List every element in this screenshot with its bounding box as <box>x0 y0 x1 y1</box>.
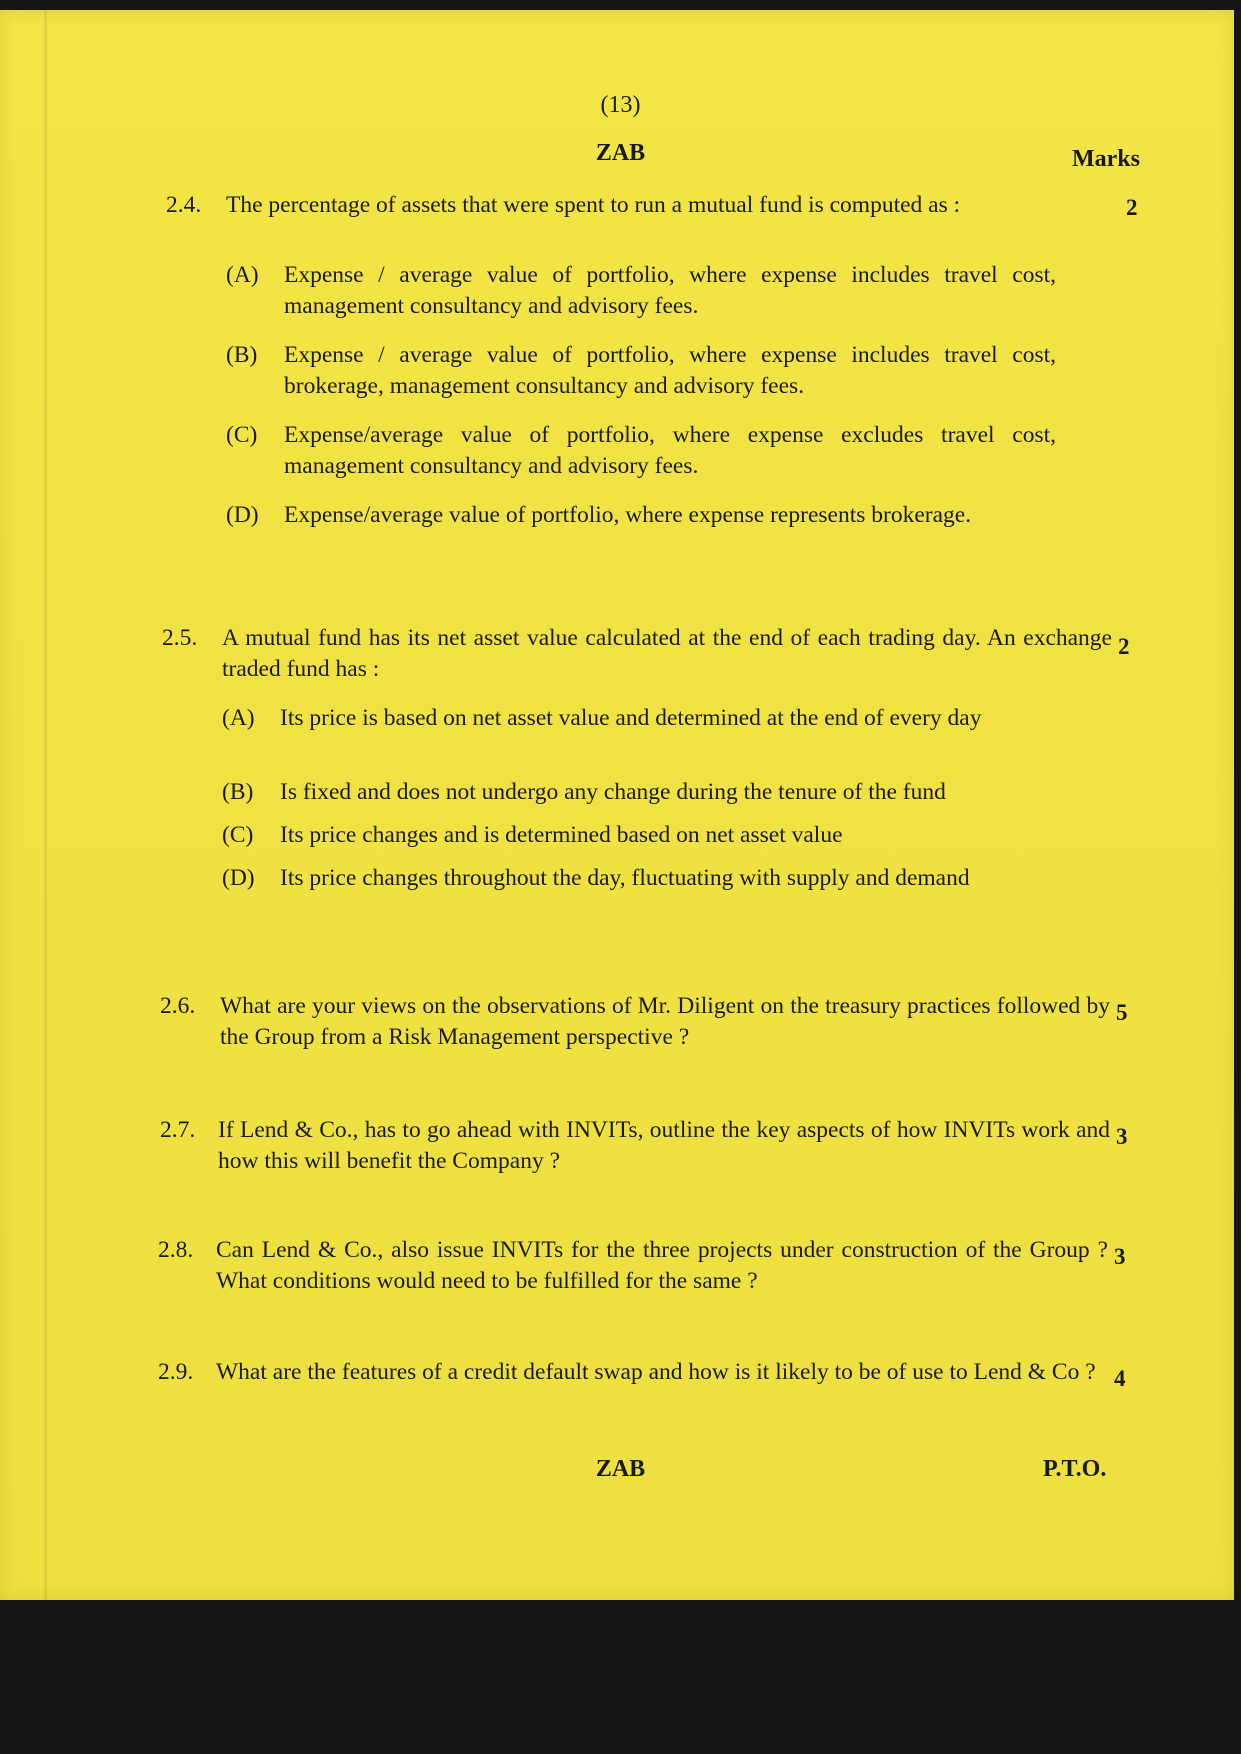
option-2-5-a <box>222 703 1052 767</box>
question-marks: 3 <box>1116 1124 1128 1149</box>
option-label: (B) <box>226 342 258 368</box>
question-marks: 3 <box>1114 1244 1126 1269</box>
page-number: (13) <box>600 92 641 118</box>
option-label: (D) <box>226 502 259 528</box>
please-turn-over: P.T.O. <box>1043 1456 1107 1482</box>
question-text: What are your views on the observations of Mr. Diligent on the treasury practices followed by the Group from a Risk Management perspective ? <box>220 993 1110 1050</box>
question-text: Can Lend & Co., also issue INVITs for the three projects under construction of the Group ? What conditions would need to be fulfilled for the same ? <box>216 1237 1108 1294</box>
question-number: 2.5. <box>162 625 198 651</box>
option-text: Its price changes throughout the day, fluctuating with supply and demand <box>280 865 970 891</box>
option-text: Expense/average value of portfolio, where expense excludes travel cost, management consultancy and advisory fees. <box>284 422 1056 479</box>
option-2-4-c <box>226 420 1056 484</box>
paper-code-header: ZAB <box>595 140 646 166</box>
question-number: 2.4. <box>166 192 202 218</box>
option-text: Expense / average value of portfolio, where expense includes travel cost, brokerage, management consultancy and advisory fees. <box>284 342 1056 399</box>
question-marks: 2 <box>1118 634 1130 659</box>
option-text: Its price is based on net asset value and determined at the end of every day <box>280 705 982 731</box>
question-marks: 2 <box>1126 195 1138 220</box>
question-text: The percentage of assets that were spent to run a mutual fund is computed as : <box>226 192 961 218</box>
paper-code-footer: ZAB <box>595 1456 646 1482</box>
option-label: (A) <box>226 262 259 288</box>
option-label: (C) <box>226 422 258 448</box>
option-2-4-a <box>226 260 1056 324</box>
question-2-7 <box>160 1115 1236 1185</box>
option-text: Expense / average value of portfolio, where expense includes travel cost, management consultancy and advisory fees. <box>284 262 1056 319</box>
question-text: A mutual fund has its net asset value calculated at the end of each trading day. An exchange traded fund has : <box>222 625 1112 682</box>
question-number: 2.8. <box>158 1237 194 1263</box>
option-text: Its price changes and is determined based on net asset value <box>280 822 843 848</box>
question-text: What are the features of a credit default swap and how is it likely to be of use to Lend & Co ? <box>216 1359 1096 1385</box>
question-2-9 <box>158 1357 1236 1427</box>
page-edge-shadow <box>44 10 47 1600</box>
option-2-5-d <box>222 863 1052 927</box>
question-number: 2.7. <box>160 1117 196 1143</box>
option-label: (A) <box>222 705 255 731</box>
question-2-8 <box>158 1235 1236 1305</box>
option-text: Is fixed and does not undergo any change during the tenure of the fund <box>280 779 946 805</box>
option-2-5-b <box>222 777 1052 811</box>
question-marks: 5 <box>1116 1000 1128 1025</box>
question-marks: 4 <box>1114 1366 1126 1391</box>
option-2-5-c <box>222 820 1052 854</box>
marks-column-header: Marks <box>1072 146 1140 172</box>
option-label: (D) <box>222 865 255 891</box>
option-label: (B) <box>222 779 254 805</box>
question-2-5 <box>162 623 1236 693</box>
option-text: Expense/average value of portfolio, where expense represents brokerage. <box>284 502 972 528</box>
question-number: 2.9. <box>158 1359 194 1385</box>
question-2-6 <box>160 991 1236 1061</box>
question-text: If Lend & Co., has to go ahead with INVITs, outline the key aspects of how INVITs work and how this will benefit the Company ? <box>218 1117 1110 1174</box>
question-2-4 <box>166 190 1236 260</box>
option-2-4-b <box>226 340 1056 404</box>
option-2-4-d <box>226 500 1056 564</box>
question-number: 2.6. <box>160 993 196 1019</box>
option-label: (C) <box>222 822 254 848</box>
